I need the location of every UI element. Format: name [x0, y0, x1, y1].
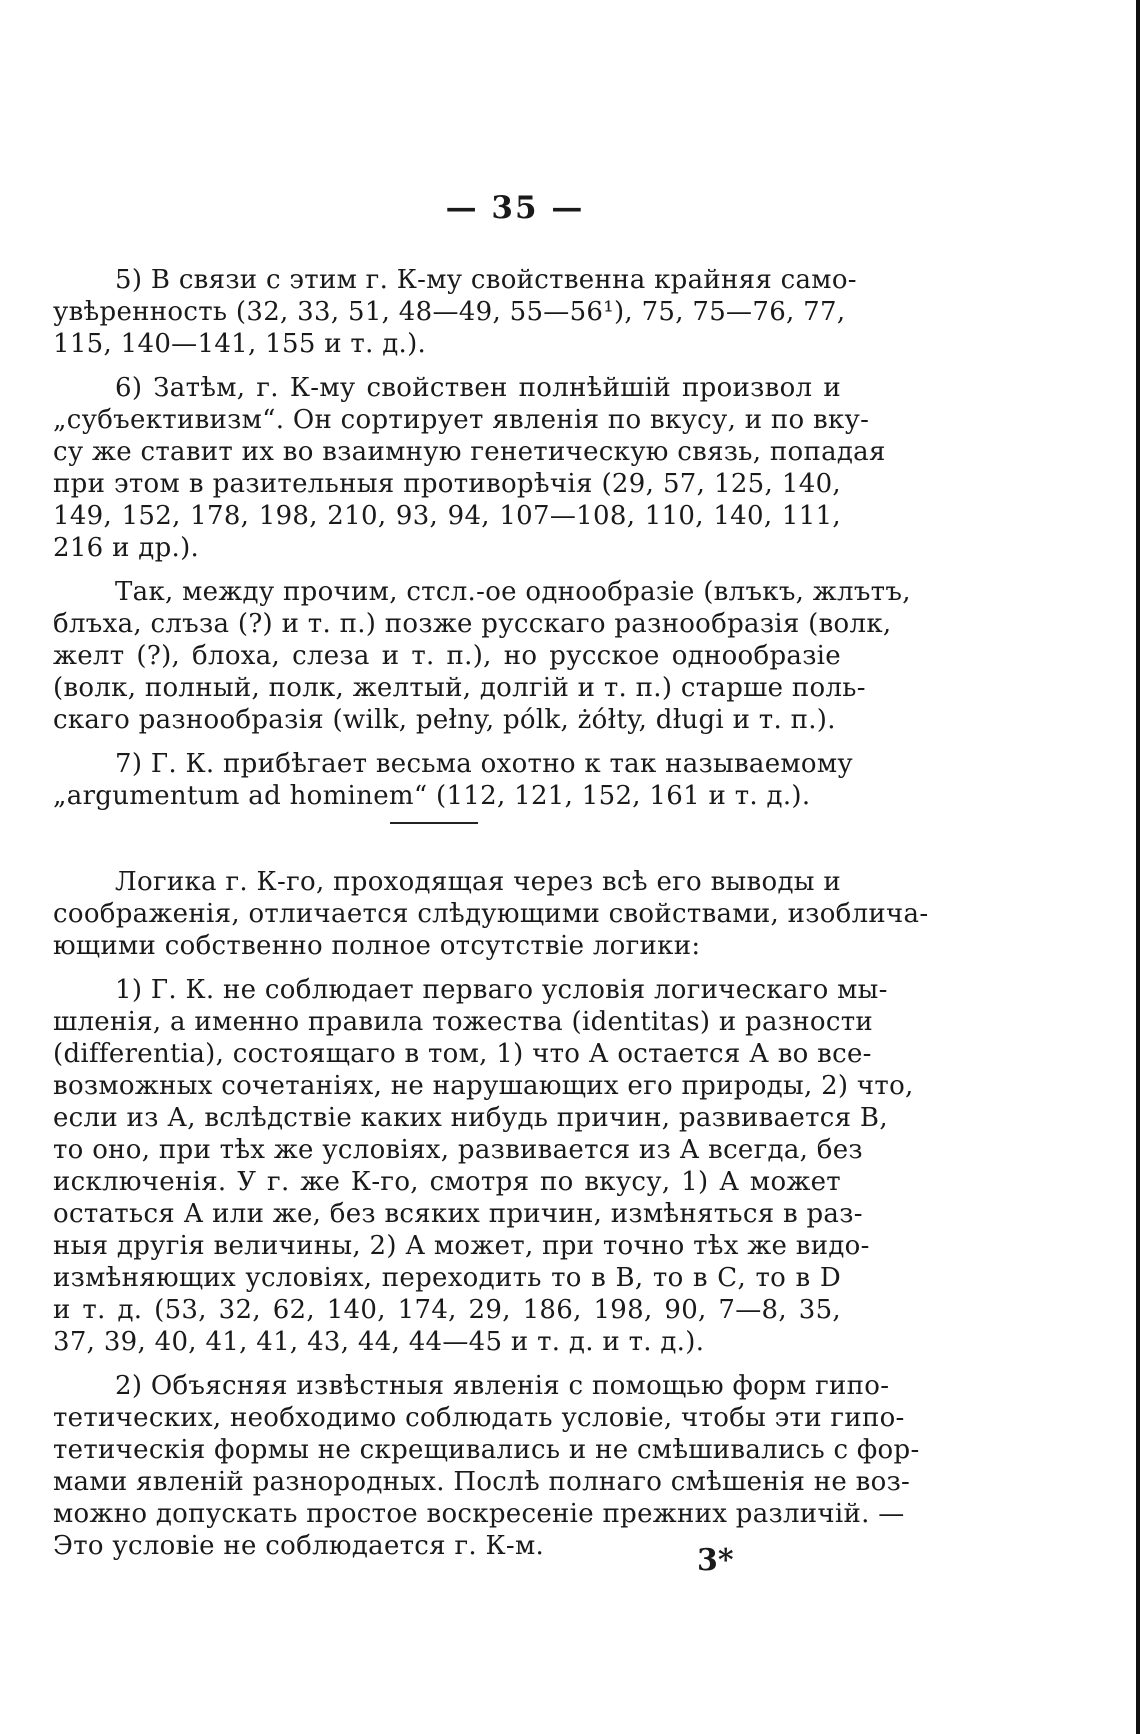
text-line: и т. д. (53, 32, 62, 140, 174, 29, 186, 198, 90, 7—8, 35,: [53, 1295, 841, 1325]
text-line: 7) Г. К. прибѣгает весьма охотно к так называемому: [115, 749, 854, 779]
text-line: ющими собственно полное отсутствіе логики:: [53, 931, 701, 961]
text-line: мами явленій разнородных. Послѣ полнаго смѣшенія не воз-: [53, 1467, 911, 1497]
text-line: при этом в разительныя противорѣчія (29, 57, 125, 140,: [53, 469, 841, 499]
text-line: 216 и др.).: [53, 533, 200, 563]
text-line: увѣренность (32, 33, 51, 48—49, 55—56¹), 75, 75—76, 77,: [53, 297, 846, 327]
text-line: 6) Затѣм, г. К-му свойствен полнѣйшій произвол и: [115, 373, 841, 403]
page-number: — 35 —: [445, 190, 585, 226]
text-line: ныя другія величины, 2) А может, при точно тѣх же видо-: [53, 1231, 870, 1261]
text-line: 115, 140—141, 155 и т. д.).: [53, 329, 427, 359]
text-line: Логика г. К-го, проходящая через всѣ его выводы и: [115, 867, 841, 897]
text-line: 37, 39, 40, 41, 41, 43, 44, 44—45 и т. д. и т. д.).: [53, 1327, 705, 1357]
text-line: су же ставит их во взаимную генетическую связь, попадая: [53, 437, 886, 467]
text-line: (differentia), состоящаго в том, 1) что А остается А во все-: [53, 1039, 872, 1069]
text-line: тетическія формы не скрещивались и не смѣшивались с фор-: [53, 1435, 920, 1465]
text-line: исключенія. У г. же К-го, смотря по вкусу, 1) А может: [53, 1167, 841, 1197]
text-line: можно допускать простое воскресеніе прежних различій. —: [53, 1499, 905, 1529]
text-line: Это условіе не соблюдается г. К-м.: [53, 1531, 545, 1561]
text-line: тетических, необходимо соблюдать условіе, чтобы эти гипо-: [53, 1403, 905, 1433]
text-line: остаться А или же, без всяких причин, измѣняться в раз-: [53, 1199, 863, 1229]
text-line: соображенія, отличается слѣдующими свойствами, изоблича-: [53, 899, 929, 929]
text-line: скаго разнообразія (wilk, pełny, pólk, żółty, długi и т. п.).: [53, 705, 836, 735]
text-line: 2) Объясняя извѣстныя явленія с помощью форм гипо-: [115, 1371, 890, 1401]
text-line: (волк, полный, полк, желтый, долгій и т. п.) старше поль-: [53, 673, 866, 703]
text-line: если из А, вслѣдствіе каких нибудь причин, развивается В,: [53, 1103, 888, 1133]
text-line: Так, между прочим, стсл.-ое однообразіе (влъкъ, жлътъ,: [115, 577, 911, 607]
text-line: 5) В связи с этим г. К-му свойственна крайняя само-: [115, 265, 857, 295]
section-top: [53, 264, 911, 812]
text-line: измѣняющих условіях, переходить то в В, то в С, то в D: [53, 1263, 841, 1293]
text-line: „субъективизм“. Он сортирует явленія по вкусу, и по вку-: [53, 405, 870, 435]
section-bottom: [53, 866, 929, 1562]
text-line: блъха, слъза (?) и т. п.) позже русскаго разнообразія (волк,: [53, 609, 892, 639]
text-line: шленія, а именно правила тожества (identitas) и разности: [53, 1007, 874, 1037]
page-edge-shadow: [1136, 0, 1140, 1734]
printer-signature-mark: 3*: [697, 1543, 734, 1578]
text-line: „argumentum ad hominem“ (112, 121, 152, 161 и т. д.).: [53, 781, 811, 811]
text-line: 149, 152, 178, 198, 210, 93, 94, 107—108, 110, 140, 111,: [53, 501, 841, 531]
text-line: возможных сочетаніях, не нарушающих его природы, 2) что,: [53, 1071, 914, 1101]
section-divider: [390, 822, 478, 824]
text-line: 1) Г. К. не соблюдает перваго условія логическаго мы-: [115, 975, 888, 1005]
text-line: то оно, при тѣх же условіях, развивается из А всегда, без: [53, 1135, 863, 1165]
text-line: желт (?), блоха, слеза и т. п.), но русское однообразіе: [53, 641, 841, 671]
